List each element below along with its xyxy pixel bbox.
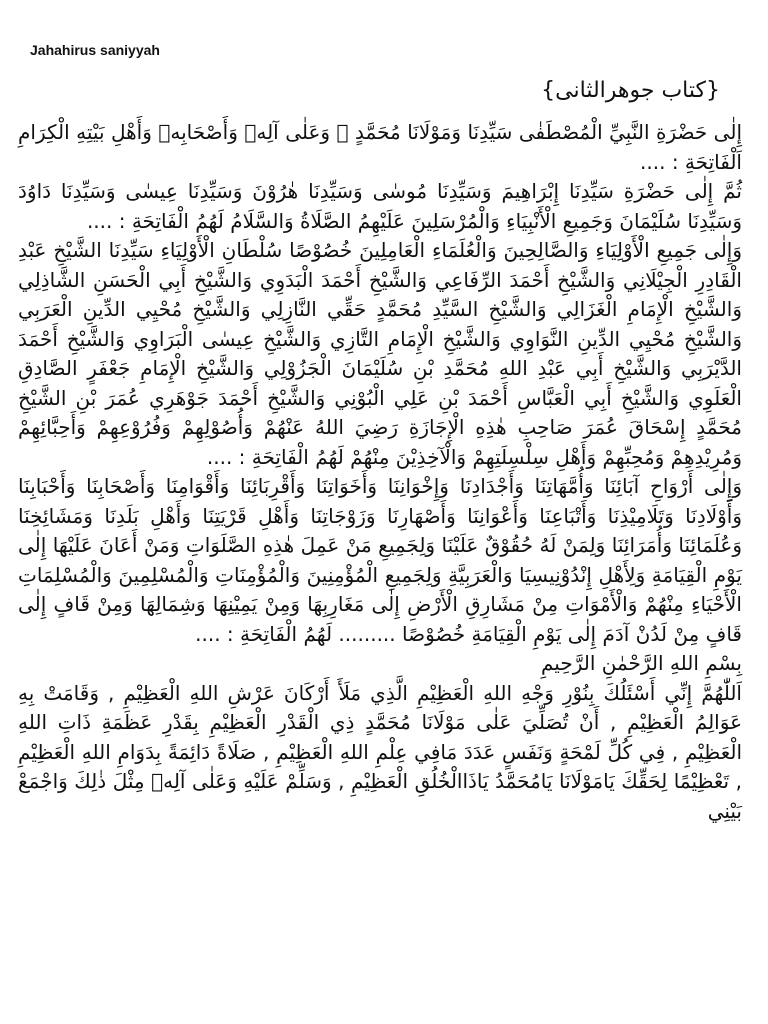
paragraph-prophets: ثُمَّ إِلٰى حَضْرَةِ سَيِّدِنَا إِبْرَاهِيمَ وَسَيِّدِنَا مُوسٰى وَسَيِّدِنَا هٰرُوْنَ وَسَيِّدِنَا عِيسٰى وَسَيِّدِنَا دَاوُدَ وَسَيِّدِنَا سُلَيْمَانَ وَجَمِيعِ الْأَنْبِيَاءِ وَالْمُرْسَلِينَ عَلَيْهِمُ الصَّلَاةُ وَالسَّلَامُ لَهُمُ الْفَاتِحَةِ : .... [18, 179, 742, 233]
basmala: بِسْمِ اللهِ الرَّحْمٰنِ الرَّحِيمِ [540, 651, 742, 675]
paragraph-prophet: إِلٰى حَضْرَةِ النَّبِيِّ الْمُصْطَفٰى سَيِّدِنَا وَمَوْلَانَا مُحَمَّدٍ ﷺ وَعَلٰى آلِهٖ وَأَصْحَابِهٖ وَأَهْلِ بَيْتِهِ الْكِرَامِ اَلْفَاتِحَةِ : .... [18, 120, 742, 174]
body-text [18, 118, 742, 826]
book-title: {كتاب جوهرالثانى} [541, 78, 720, 103]
paragraph-saints: وَإِلٰى جَمِيعِ الْأَوْلِيَاءِ وَالصَّالِحِينَ وَالْعُلَمَاءِ الْعَامِلِينَ خُصُوْصًا سُلْطَانِ الْأَوْلِيَاءِ سَيِّدِنَا الشَّيْخِ عَبْدِ الْقَادِرِ الْجِيْلَانِي وَالشَّيْخِ أَحْمَدَ الرِّفَاعِي وَالشَّيْخِ أَحْمَدَ الْبَدَوِي وَالشَّيْخِ أَبِي الْحَسَنِ الشَّاذِلِي وَالشَّيْخِ الْإِمَامِ الْغَزَالِي وَالشَّيْخِ السَّيِّدِ مُحَمَّدٍ حَقِّي النَّازِلِي وَالشَّيْخِ مُحْيِي الدِّينِ الْعَرَبِي وَالشَّيْخِ مُحْيِي الدِّينِ النَّوَاوِي وَالشَّيْخِ الْإِمَامِ التَّازِي وَالشَّيْخِ عِيسٰى الْبَرَاوِي وَالشَّيْخِ أَحْمَدَ الدَّيْرَبِي وَالشَّيْخِ أَبِي عَبْدِ اللهِ مُحَمَّدِ بْنِ سُلَيْمَانَ الْجَزُوْلِي وَالشَّيْخِ الْإِمَامِ جَعْفَرٍ الصَّادِقِ الْعَلَوِي وَالشَّيْخِ أَبِي الْعَبَّاسِ أَحْمَدَ بْنِ عَلِي الْبُوْنِي وَالشَّيْخِ أَحْمَدَ جَوْهَرِي عُمَرَ بْنِ الشَّيْخِ مُحَمَّدٍ إِسْحَاقَ عُمَرَ صَاحِبِ هٰذِهِ الْإِجَازَةِ رَضِيَ اللهُ عَنْهُمْ وَأُصُوْلِهِمْ وَفُرُوْعِهِمْ وَأَحِبَّائِهِمْ وَمُرِيْدِهِمْ وَمُحِبِّهِمْ وَأَهْلِ سِلْسِلَتِهِمْ وَالْآخِذِيْنَ مِنْهُمْ لَهُمُ الْفَاتِحَةِ : .... [18, 238, 742, 469]
paragraph-ancestors: وَإِلٰى أَرْوَاحِ آبَائِنَا وَأُمَّهَاتِنَا وَأَجْدَادِنَا وَإِخْوَانِنَا وَأَخَوَاتِنَا وَأَقْرِبَائِنَا وَأَقْوَامِنَا وَأَصْحَابِنَا وَأَحْبَابِنَا وَأَوْلَادِنَا وَتَلَامِيْذِنَا وَأَتْبَاعِنَا وَأَعْوَانِنَا وَأَصْهَارِنَا وَزَوْجَاتِنَا وَأَهْلِ قَرْيَتِنَا وَأَهْلِ بَلَدِنَا وَمَشَائِخِنَا وَعُلَمَائِنَا وَأُمَرَائِنَا وَلِمَنْ لَهُ حُقُوْقٌ عَلَيْنَا وَلِجَمِيعِ مَنْ عَمِلَ هٰذِهِ الصَّلَوَاتِ وَمَنْ أَعَانَ عَلَيْهَا إِلٰى يَوْمِ الْقِيَامَةِ وَلِأَهْلِ إِنْدُوْنِيسِيَا وَالْعَرَبِيَّةِ وَلِجَمِيعِ الْمُؤْمِنِينَ وَالْمُؤْمِنَاتِ وَالْمُسْلِمِينَ وَالْمُسْلِمَاتِ الْأَحْيَاءِ مِنْهُمْ وَالْأَمْوَاتِ مِنْ مَشَارِقِ الْأَرْضِ إِلٰى مَغَارِبِهَا وَمِنْ يَمِيْنِهَا وَشِمَالِهَا وَمِنْ قَافٍ إِلٰى قَافٍ مِنْ لَدُنْ آدَمَ إِلٰى يَوْمِ الْقِيَامَةِ خُصُوْصًا ......... لَهُمُ الْفَاتِحَةِ : .... [18, 474, 742, 646]
header-label: Jahahirus saniyyah [30, 42, 160, 58]
paragraph-salawat: اَللّٰهُمَّ إِنِّي أَسْئَلُكَ بِنُوْرِ وَجْهِ اللهِ الْعَظِيْمِ الَّذِي مَلَأَ أَرْكَانَ عَرْشِ اللهِ الْعَظِيْمِ , وَقَامَتْ بِهِ عَوَالِمُ الْعَظِيْمِ , أَنْ تُصَلِّيَ عَلٰى مَوْلَانَا مُحَمَّدٍ ذِي الْقَدْرِ الْعَظِيْمِ بِقَدْرِ عَظَمَةِ ذَاتِ اللهِ الْعَظِيْمِ , فِي كُلِّ لَمْحَةٍ وَنَفَسٍ عَدَدَ مَافِي عِلْمِ اللهِ الْعَظِيْمِ , صَلَاةً دَائِمَةً بِدَوَامِ اللهِ الْعَظِيْمِ , تَعْظِيْمًا لِحَقِّكَ يَامَوْلَانَا يَامُحَمَّدُ يَاذَاالْخُلُقِ الْعَظِيْمِ , وَسَلِّمْ عَلَيْهِ وَعَلٰى آلِهٖ مِثْلَ ذٰلِكَ وَاجْمَعْ بَيْنِي [18, 680, 742, 823]
